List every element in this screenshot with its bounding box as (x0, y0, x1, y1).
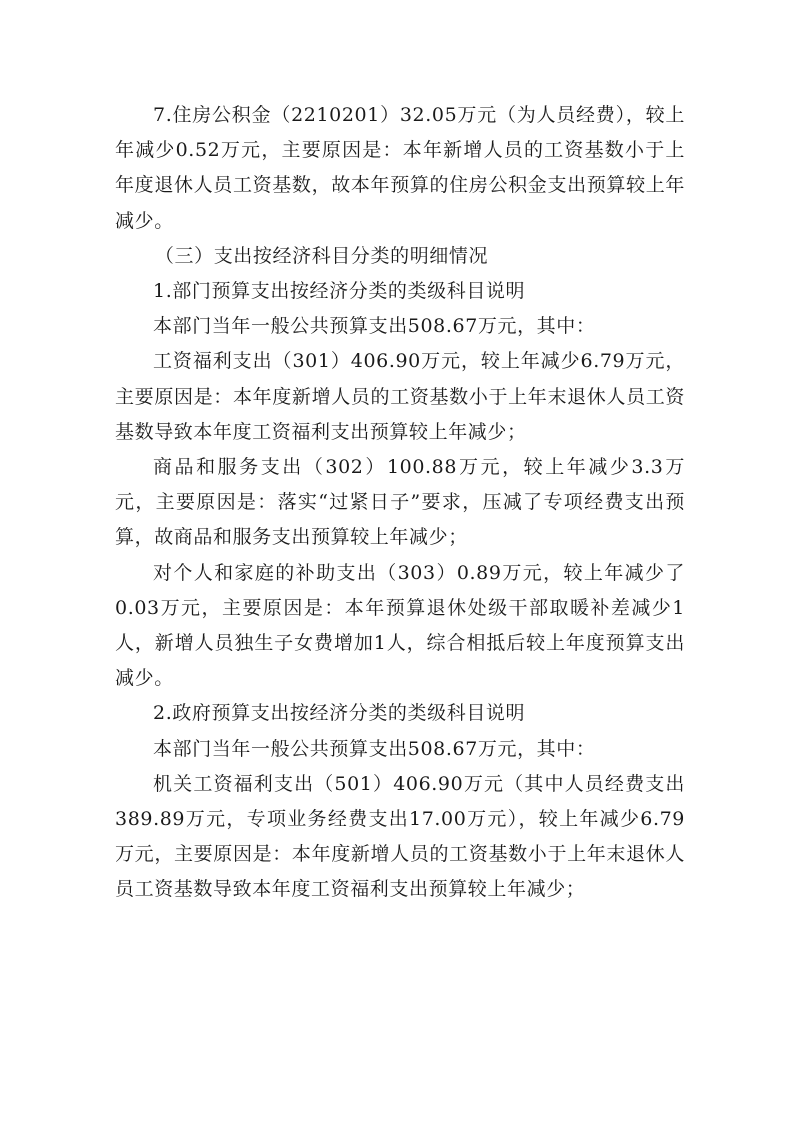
paragraph-department-total: 本部门当年一般公共预算支出508.67万元，其中： (153, 315, 596, 338)
paragraph-housing-fund: 7.住房公积金（2210201）32.05万元（为人员经费），较上年减少0.52万元，主要原因是：本年新增人员的工资基数小于上年度退休人员工资基数，故本年预算的住房公积金支出预算较上年减少。 (115, 104, 685, 232)
subheading-government-budget: 2.政府预算支出按经济分类的类级科目说明 (153, 702, 526, 725)
section-heading-economic-classification: （三）支出按经济科目分类的明细情况 (154, 244, 489, 267)
paragraph-household-subsidy: 对个人和家庭的补助支出（303）0.89万元，较上年减少了0.03万元，主要原因是：本年预算退休处级干部取暖补差减少1人，新增人员独生子女费增加1人，综合相抵后较上年度预算支出减少。 (115, 561, 685, 690)
paragraph-agency-wages: 机关工资福利支出（501）406.90万元（其中人员经费支出389.89万元，专项业务经费支出17.00万元），较上年减少6.79万元，主要原因是：本年度新增人员的工资基数小于上年末退休人员工资基数导致本年度工资福利支出预算较上年减少； (115, 772, 685, 901)
document-body (115, 98, 685, 908)
subheading-department-budget: 1.部门预算支出按经济分类的类级科目说明 (153, 280, 526, 303)
paragraph-wages-welfare: 工资福利支出（301）406.90万元，较上年减少6.79万元，主要原因是：本年度新增人员的工资基数小于上年末退休人员工资基数导致本年度工资福利支出预算较上年减少； (115, 350, 685, 443)
paragraph-government-total: 本部门当年一般公共预算支出508.67万元，其中： (153, 737, 596, 760)
paragraph-goods-services: 商品和服务支出（302）100.88万元，较上年减少3.3万元，主要原因是：落实“过紧日子”要求，压减了专项经费支出预算，故商品和服务支出预算较上年减少； (115, 456, 685, 549)
